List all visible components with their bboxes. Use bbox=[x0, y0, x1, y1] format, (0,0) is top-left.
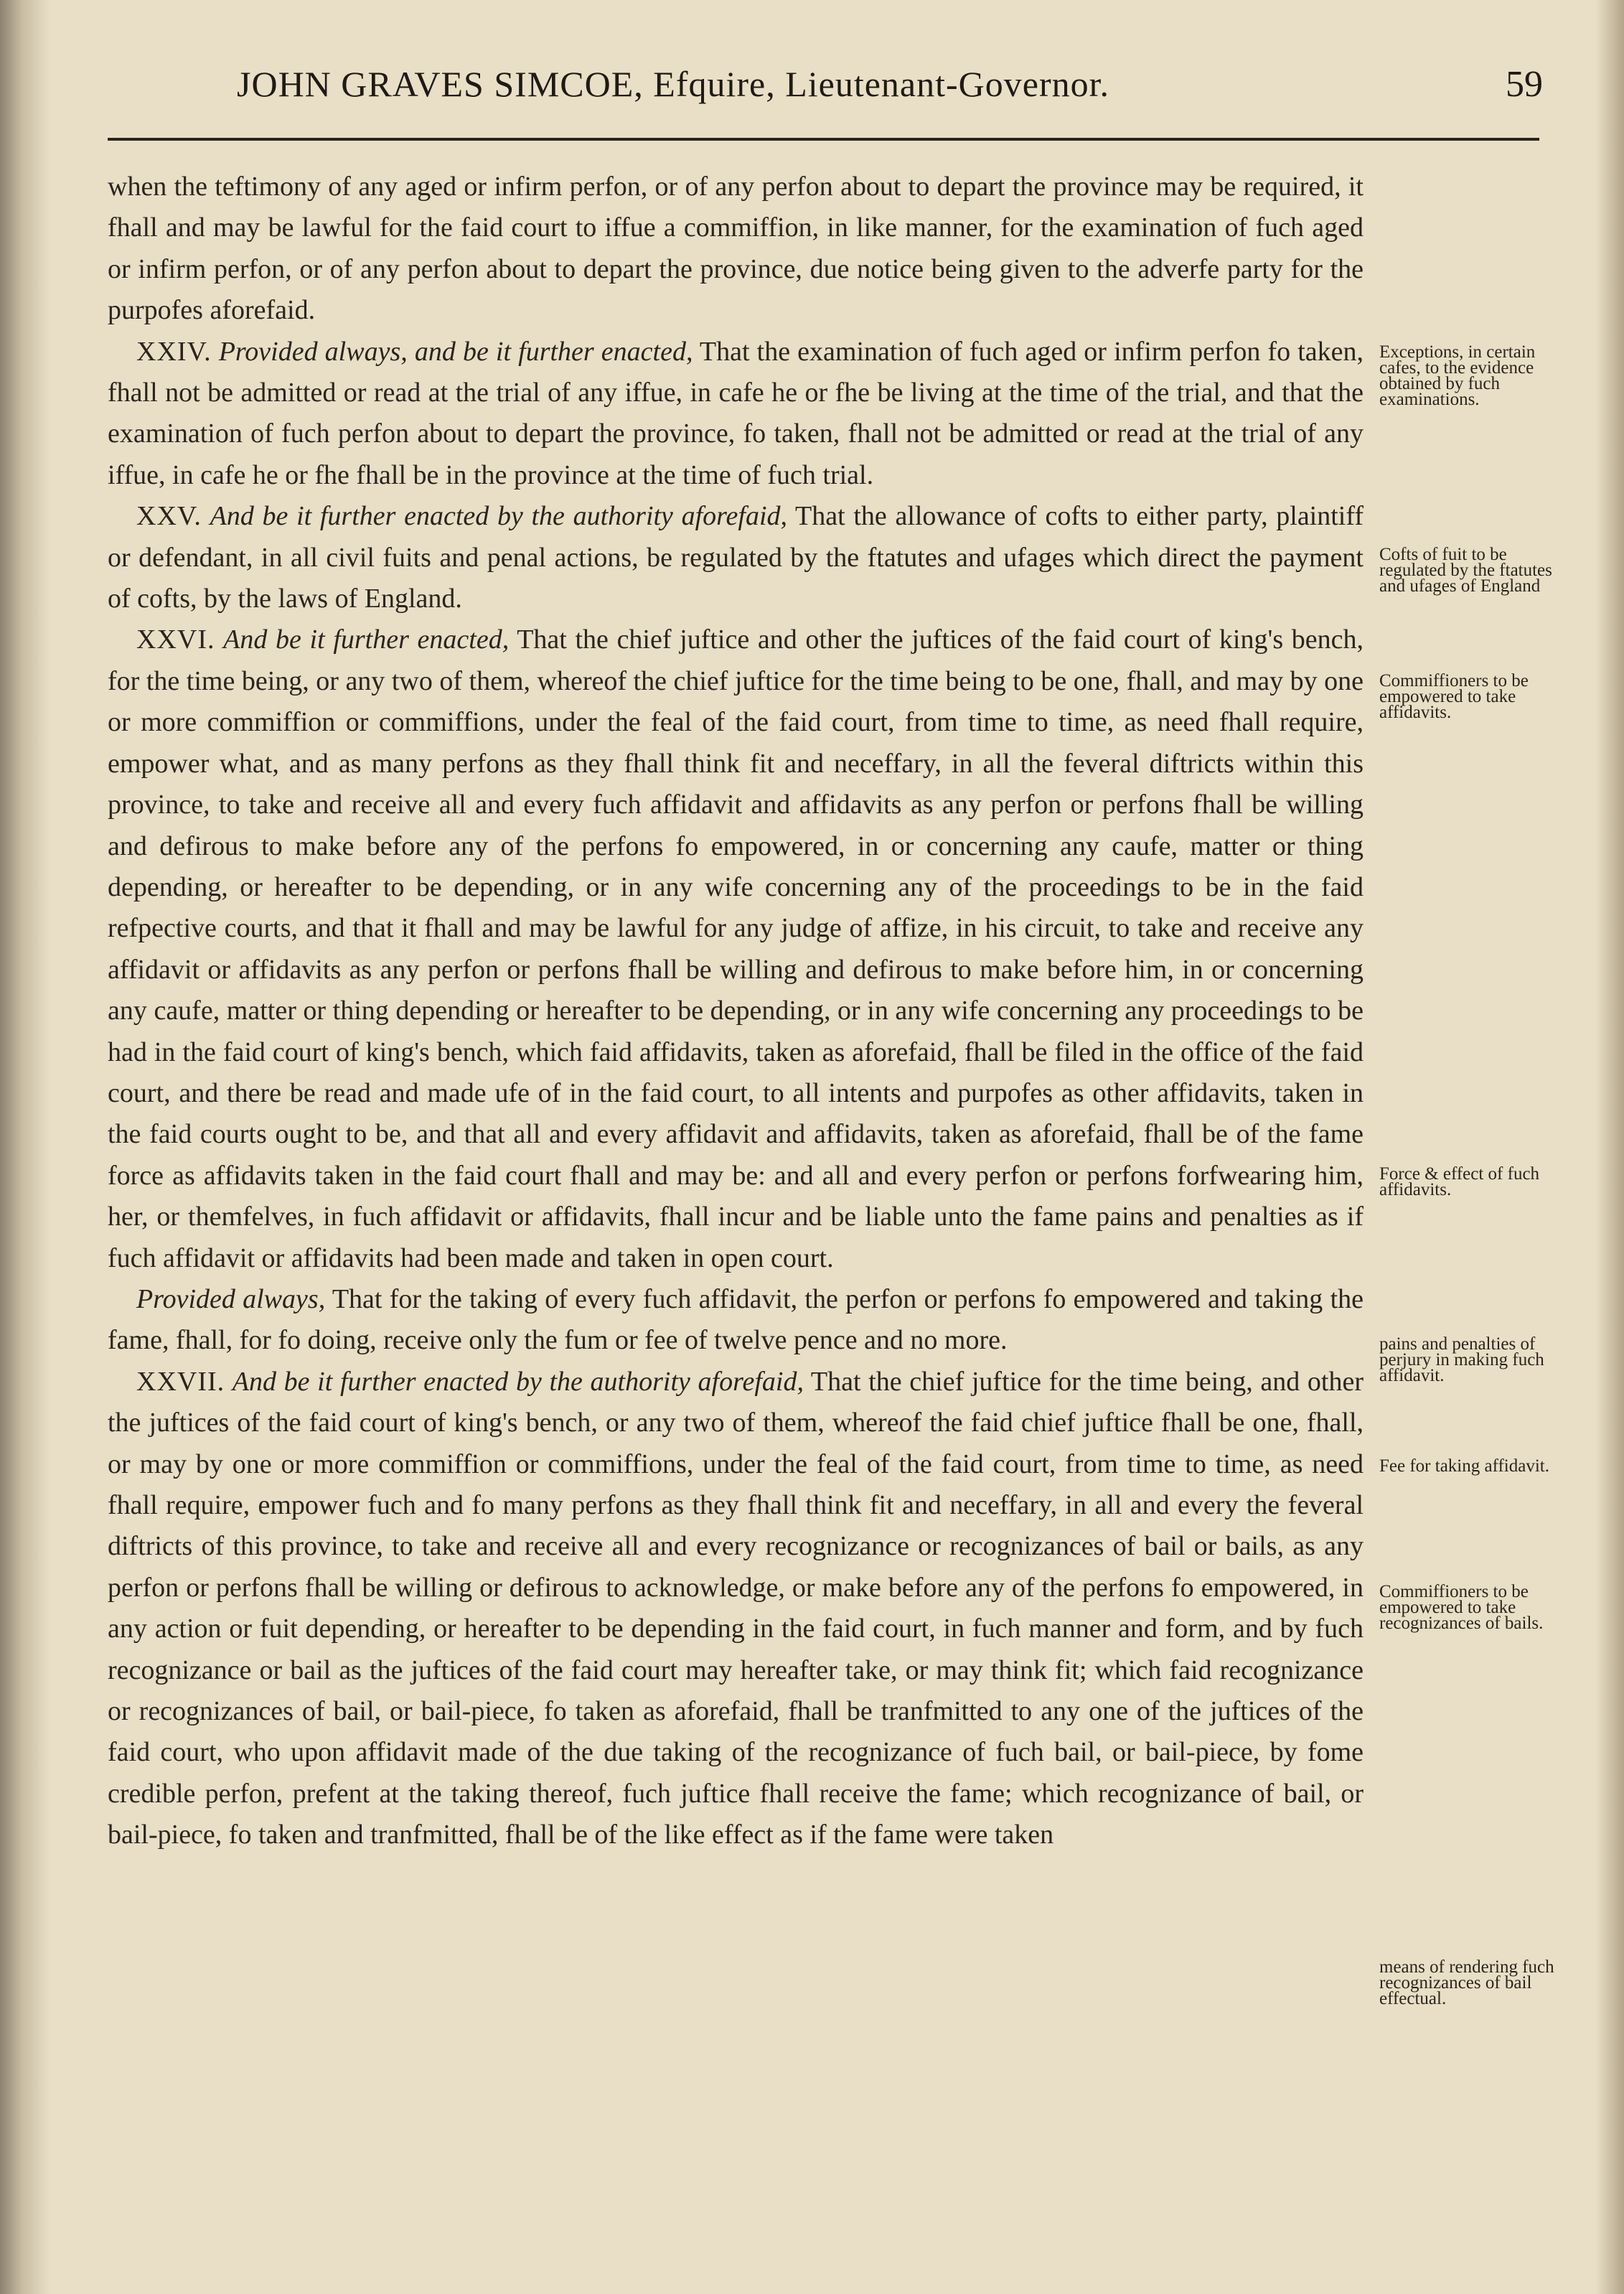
margin-note-exceptions: Exceptions, in certain cafes, to the evidence obtained by fuch examinations. bbox=[1379, 342, 1536, 409]
section-text: That the examination of fuch aged or infirm perfon fo taken, fhall not be admitted or read at the trial of any iffue, in cafe he or fhe be living at the time of the trial, and that the examination of fuch perfon about to depart the province, fo taken, fhall not be admitted or read at the trial of any iffue, in cafe he or fhe fhall be in the province at the time of fuch trial. bbox=[108, 336, 1363, 490]
page-edge-shadow bbox=[1595, 0, 1624, 2294]
enacting-clause: Provided always, and be it further enacted, bbox=[218, 336, 693, 367]
enacting-clause: And be it further enacted by the authority aforefaid, bbox=[232, 1366, 804, 1397]
body-text bbox=[108, 167, 1363, 1856]
section-xxv bbox=[108, 496, 1363, 619]
section-xxiv bbox=[108, 332, 1363, 497]
section-text: That for the taking of every fuch affidavit, the perfon or perfons fo empowered and taking the fame, fhall, for fo doing, receive only the fum or fee of twelve pence and no more. bbox=[108, 1283, 1363, 1356]
header-rule bbox=[108, 138, 1539, 141]
margin-note-commissioners-bails: Commiffioners to be empowered to take recognizances of bails. bbox=[1379, 1582, 1544, 1633]
margin-note-force-effect: Force & effect of fuch affidavits. bbox=[1379, 1164, 1540, 1199]
section-xxvii bbox=[108, 1362, 1363, 1856]
section-number: XXIV. bbox=[136, 336, 212, 367]
page-header bbox=[108, 63, 1543, 113]
paragraph-continuation: when the teftimony of any aged or infirm perfon, or of any perfon about to depart the province may be required, it fhall and may be lawful for the faid court to iffue a commiffion, in like manner, for the examination of fuch aged or infirm perfon, or of any perfon about to depart the province, due notice being given to the adverfe party for the purpofes aforefaid. bbox=[108, 172, 1363, 326]
section-number: XXV. bbox=[136, 501, 202, 532]
margin-note-fee: Fee for taking affidavit. bbox=[1379, 1456, 1549, 1476]
section-text: That the chief juftice and other the juftices of the faid court of king's bench, for the time being, or any two of them, whereof the chief juftice for the time being to be one, fhall, and may by one or more commiffion or commiffions, under the feal of the faid court, from time to time, as need fhall require, empower what, and as many perfons as they fhall think fit and neceffary, in all the feveral diftricts within this province, to take and receive all and every fuch affidavit and affidavits as any perfon or perfons fhall be willing and defirous to make before any of the perfons fo empowered, in or concerning any caufe, matter or thing depending, or hereafter to be depending, or in any wife concerning any of the proceedings to be in the faid refpective courts, and that it fhall and may be lawful for any judge of affize, in his circuit, to take and receive any affidavit or affidavits as any perfon or perfons fhall be willing and defirous to make before him, in or concerning any caufe, matter or thing depending or hereafter to be depending, or in any wife concerning any proceedings to be had in the faid court of king's bench, which faid affidavits, taken as aforefaid, fhall be filed in the office of the faid court, and there be read and made ufe of in the faid court, to all intents and purpofes as other affidavits, taken in the faid courts ought to be, and that all and every affidavit and affidavits, taken as aforefaid, fhall be of the fame force as affidavits taken in the faid court fhall and may be: and all and every perfon or perfons forfwearing him, her, or themfelves, in fuch affidavit or affidavits, fhall incur and be liable unto the fame pains and penalties as if fuch affidavit or affidavits had been made and taken in open court. bbox=[108, 624, 1364, 1273]
section-text: That the chief juftice for the time being, and other the juftices of the faid court of king's bench, or any two of them, whereof the faid chief juftice fhall be one, fhall, or may by one or more commiffion or commiffions, under the feal of the faid court, from time to time, as need fhall require, empower fuch and fo many perfons as they fhall think fit and neceffary, in all and every the feveral diftricts of this province, to take and receive all and every recognizance or recognizances of bail or bails, as any perfon or perfons fhall be willing or defirous to acknowledge, or make before any of the perfons fo empowered, in any action or fuit depending, or hereafter to be depending in the faid court, in fuch manner and form, and by fuch recognizance or bail as the juftices of the faid court may hereafter take, or may think fit; which faid recognizance or recognizances of bail, or bail-piece, fo taken as aforefaid, fhall be tranfmitted to any one of the juftices of the faid court, who upon affidavit made of the due taking of the recognizance of fuch bail, or bail-piece, by fome credible perfon, prefent at the taking thereof, fuch juftice fhall receive the fame; which recognizance of bail, or bail-piece, fo taken and tranfmitted, fhall be of the like effect as if the fame were taken bbox=[108, 1366, 1363, 1850]
margin-note-costs: Cofts of fuit to be regulated by the ftatutes and ufages of England bbox=[1379, 545, 1552, 596]
margin-note-commissioners-affidavits: Commiffioners to be empowered to take affidavits. bbox=[1379, 671, 1529, 722]
margin-note-bail-effectual: means of rendering fuch recognizances of bail effectual. bbox=[1379, 1957, 1554, 2008]
page-number: 59 bbox=[1506, 64, 1543, 105]
section-text: That the allowance of cofts to either party, plaintiff or defendant, in all civil fuits and penal actions, be regulated by the ftatutes and ufages which direct the payment of cofts, by the laws of England. bbox=[108, 501, 1363, 614]
section-xxvi bbox=[108, 619, 1363, 1279]
margin-note-perjury: pains and penalties of perjury in making fuch affidavit. bbox=[1379, 1334, 1544, 1385]
running-head: JOHN GRAVES SIMCOE, Efquire, Lieutenant-Governor. bbox=[237, 64, 1109, 104]
gutter-shadow bbox=[0, 0, 50, 2294]
section-number: XXVII. bbox=[136, 1366, 225, 1397]
proviso-paragraph bbox=[108, 1279, 1363, 1362]
enacting-clause: And be it further enacted by the authority aforefaid, bbox=[210, 501, 788, 532]
enacting-clause: And be it further enacted, bbox=[223, 624, 510, 655]
section-number: XXVI. bbox=[136, 624, 215, 655]
enacting-clause: Provided always, bbox=[136, 1283, 326, 1314]
